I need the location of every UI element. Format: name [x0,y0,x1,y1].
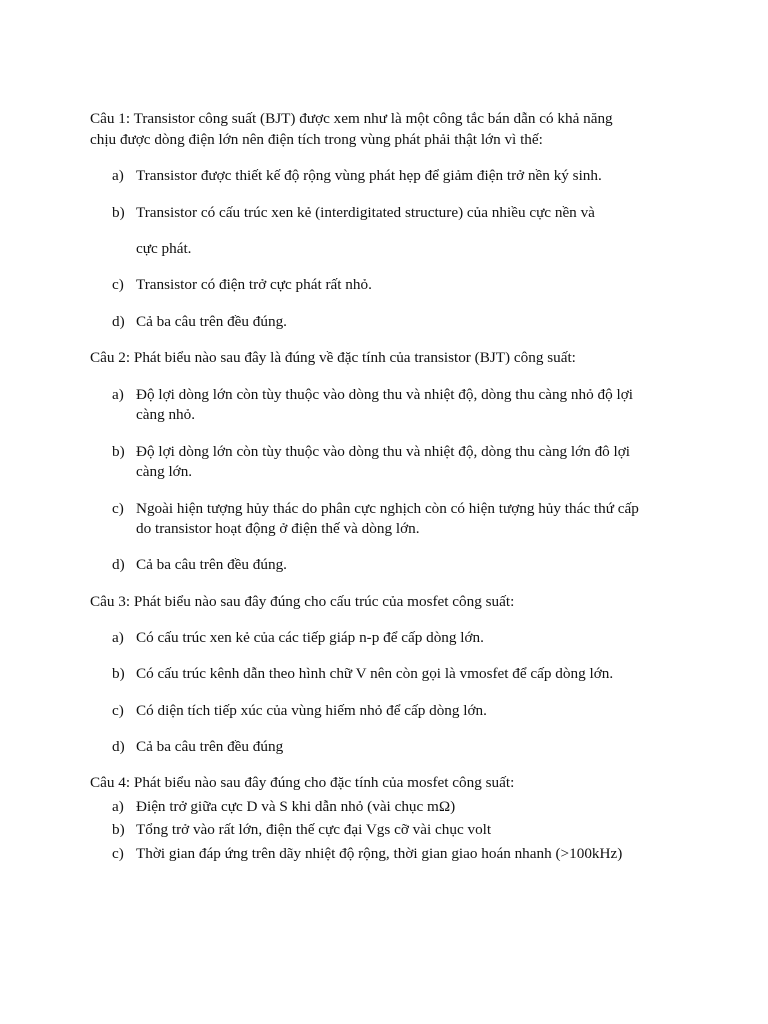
question-1-option-b-continuation: cực phát. [136,240,192,257]
option-letter: c) [112,702,124,719]
question-1-stem-line-2: chịu được dòng điện lớn nên điện tích trong vùng phát phải thật lớn vì thế: [90,131,543,148]
option-text-line-2: càng nhỏ. [136,406,196,423]
option-text-line-1: Ngoài hiện tượng hủy thác do phân cực nghịch còn có hiện tượng hủy thác thứ cấp [136,500,639,517]
option-letter: a) [112,167,124,184]
option-text: Transistor có cấu trúc xen kẻ (interdigitated structure) của nhiều cực nền và [136,204,595,221]
option-letter: d) [112,556,125,573]
option-text: Có diện tích tiếp xúc của vùng hiếm nhỏ để cấp dòng lớn. [136,702,487,719]
option-letter: c) [112,845,124,862]
option-letter: d) [112,313,125,330]
question-1-stem-line-1: Câu 1: Transistor công suất (BJT) được xem như là một công tắc bán dẫn có khả năng [90,110,613,127]
option-letter: a) [112,629,124,646]
option-letter: a) [112,386,124,403]
option-letter: a) [112,798,124,815]
option-text: Cả ba câu trên đều đúng. [136,556,287,573]
option-text: Cả ba câu trên đều đúng. [136,313,287,330]
option-text-line-1: Độ lợi dòng lớn còn tùy thuộc vào dòng thu và nhiệt độ, dòng thu càng nhỏ độ lợi [136,386,633,403]
option-text: Có cấu trúc kênh dẫn theo hình chữ V nên còn gọi là vmosfet để cấp dòng lớn. [136,665,614,682]
option-text: Thời gian đáp ứng trên dãy nhiệt độ rộng, thời gian giao hoán nhanh (>100kHz) [136,845,623,862]
option-text: Cả ba câu trên đều đúng [136,738,284,755]
option-text: Điện trở giữa cực D và S khi dẫn nhỏ (vài chục mΩ) [136,798,456,815]
option-text-line-2: do transistor hoạt động ở điện thế và dòng lớn. [136,520,420,537]
option-letter: d) [112,738,125,755]
option-text-line-2: càng lớn. [136,463,193,480]
option-letter: c) [112,500,124,517]
option-letter: b) [112,204,125,221]
option-letter: b) [112,443,125,460]
option-text: Transistor có điện trở cực phát rất nhỏ. [136,276,372,293]
option-text-line-1: Độ lợi dòng lớn còn tùy thuộc vào dòng thu và nhiệt độ, dòng thu càng lớn đô lợi [136,443,631,460]
option-letter: b) [112,665,125,682]
option-text: Transistor được thiết kế độ rộng vùng phát hẹp để giảm điện trở nền ký sinh. [136,167,602,184]
option-text: Tổng trở vào rất lớn, điện thế cực đại Vgs cỡ vài chục volt [136,821,492,838]
option-text: Có cấu trúc xen kẻ của các tiếp giáp n-p để cấp dòng lớn. [136,629,484,646]
option-letter: c) [112,276,124,293]
question-4-stem-line-1: Câu 4: Phát biểu nào sau đây đúng cho đặc tính của mosfet công suất: [90,774,515,791]
question-2-stem-line-1: Câu 2: Phát biểu nào sau đây là đúng về đặc tính của transistor (BJT) công suất: [90,349,576,366]
question-3-stem-line-1: Câu 3: Phát biểu nào sau đây đúng cho cấu trúc của mosfet công suất: [90,593,515,610]
option-letter: b) [112,821,125,838]
